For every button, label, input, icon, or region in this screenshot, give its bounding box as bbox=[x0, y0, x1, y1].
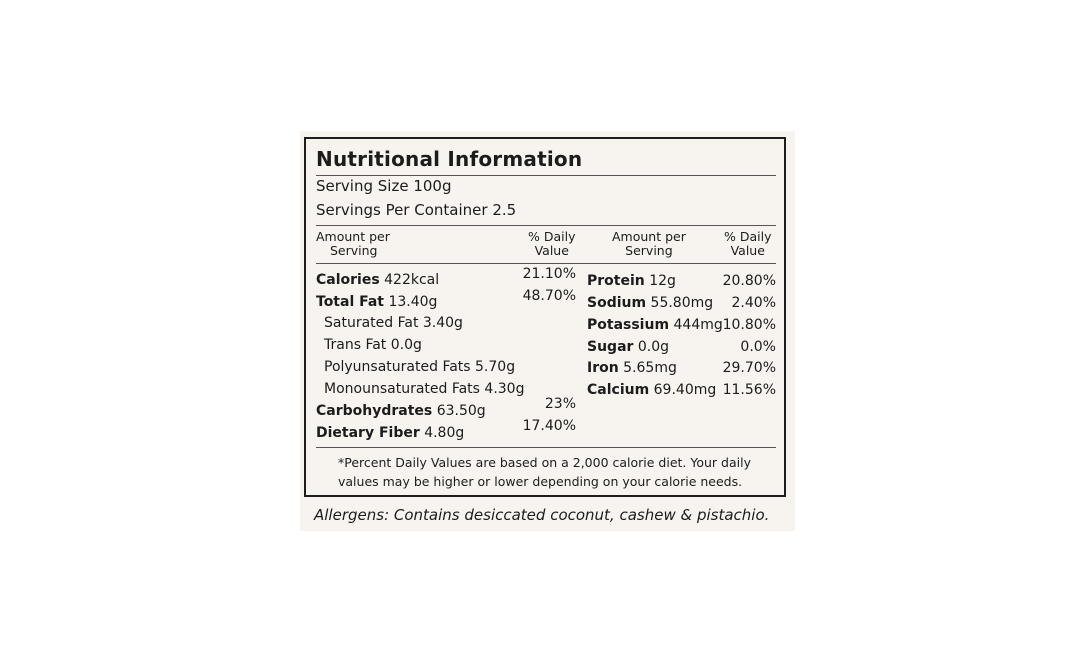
nutrient-row bbox=[587, 360, 677, 376]
allergens-text: Allergens: Contains desiccated coconut, cashew & pistachio. bbox=[314, 506, 770, 524]
daily-value-pct: 10.80% bbox=[722, 317, 776, 333]
daily-value-pct: 21.10% bbox=[522, 266, 576, 282]
nutrient-amount: 63.50g bbox=[436, 403, 486, 419]
amount-header-left bbox=[316, 230, 390, 258]
divider bbox=[316, 225, 776, 226]
nutrient-amount: 69.40mg bbox=[653, 382, 717, 398]
amount-header-right-line2: Serving bbox=[625, 243, 673, 258]
nutrient-row bbox=[316, 272, 439, 288]
amount-header-left-line2: Serving bbox=[330, 243, 378, 258]
nutrient-name: Total Fat bbox=[316, 294, 385, 310]
daily-value-pct: 29.70% bbox=[722, 360, 776, 376]
nutrient-amount: 422kcal bbox=[384, 272, 440, 288]
nutrient-row bbox=[587, 295, 713, 311]
nutrient-name: Sugar bbox=[587, 339, 634, 355]
nutrient-row bbox=[587, 273, 676, 289]
divider bbox=[316, 175, 776, 176]
nutrient-name: Carbohydrates bbox=[316, 403, 433, 419]
label-title: Nutritional Information bbox=[316, 147, 583, 171]
amount-header-right bbox=[612, 230, 686, 258]
amount-header-right-line1: Amount per bbox=[612, 229, 686, 244]
dv-header-left-line1: % Daily bbox=[528, 229, 576, 244]
nutrient-amount: 4.80g bbox=[424, 425, 465, 441]
nutrient-row bbox=[316, 294, 437, 310]
divider bbox=[316, 447, 776, 448]
dv-header-right bbox=[724, 230, 771, 258]
dv-header-right-line2: Value bbox=[730, 243, 765, 258]
nutrient-name: Dietary Fiber bbox=[316, 425, 420, 441]
nutrient-row bbox=[316, 403, 486, 419]
nutrient-subrow: Monounsaturated Fats 4.30g bbox=[324, 381, 525, 397]
nutrient-amount: 444mg bbox=[673, 317, 723, 333]
daily-value-pct: 48.70% bbox=[522, 288, 576, 304]
dv-header-left-line2: Value bbox=[534, 243, 569, 258]
nutrient-subrow: Saturated Fat 3.40g bbox=[324, 315, 463, 331]
servings-per-container: Servings Per Container 2.5 bbox=[316, 201, 517, 219]
daily-value-pct: 23% bbox=[544, 396, 576, 412]
nutrient-name: Sodium bbox=[587, 295, 647, 311]
daily-value-pct: 0.0% bbox=[740, 339, 776, 355]
nutrient-name: Calcium bbox=[587, 382, 650, 398]
nutrient-name: Calories bbox=[316, 272, 380, 288]
dv-header-right-line1: % Daily bbox=[724, 229, 772, 244]
amount-header-left-line1: Amount per bbox=[316, 229, 390, 244]
nutrient-amount: 5.65mg bbox=[623, 360, 677, 376]
nutrient-amount: 55.80mg bbox=[650, 295, 714, 311]
nutrition-panel bbox=[300, 131, 795, 531]
nutrient-name: Iron bbox=[587, 360, 619, 376]
daily-value-pct: 2.40% bbox=[731, 295, 776, 311]
nutrient-name: Potassium bbox=[587, 317, 670, 333]
nutrient-amount: 13.40g bbox=[388, 294, 438, 310]
daily-value-pct: 20.80% bbox=[722, 273, 776, 289]
nutrient-row bbox=[587, 382, 716, 398]
nutrient-row bbox=[587, 339, 669, 355]
daily-value-pct: 11.56% bbox=[722, 382, 776, 398]
divider bbox=[316, 263, 776, 264]
nutrient-amount: 0.0g bbox=[637, 339, 670, 355]
nutrient-name: Protein bbox=[587, 273, 645, 289]
nutrient-subrow: Trans Fat 0.0g bbox=[324, 337, 422, 353]
nutrient-subrow: Polyunsaturated Fats 5.70g bbox=[324, 359, 516, 375]
serving-size: Serving Size 100g bbox=[316, 177, 452, 195]
nutrition-label bbox=[304, 137, 786, 497]
daily-value-pct: 17.40% bbox=[522, 418, 576, 434]
footnote: *Percent Daily Values are based on a 2,000 calorie diet. Your daily values may be higher or lower depending on your calorie needs. bbox=[338, 455, 751, 489]
nutrient-row bbox=[587, 317, 723, 333]
nutrient-amount: 12g bbox=[649, 273, 676, 289]
nutrient-row bbox=[316, 425, 464, 441]
dv-header-left bbox=[528, 230, 575, 258]
